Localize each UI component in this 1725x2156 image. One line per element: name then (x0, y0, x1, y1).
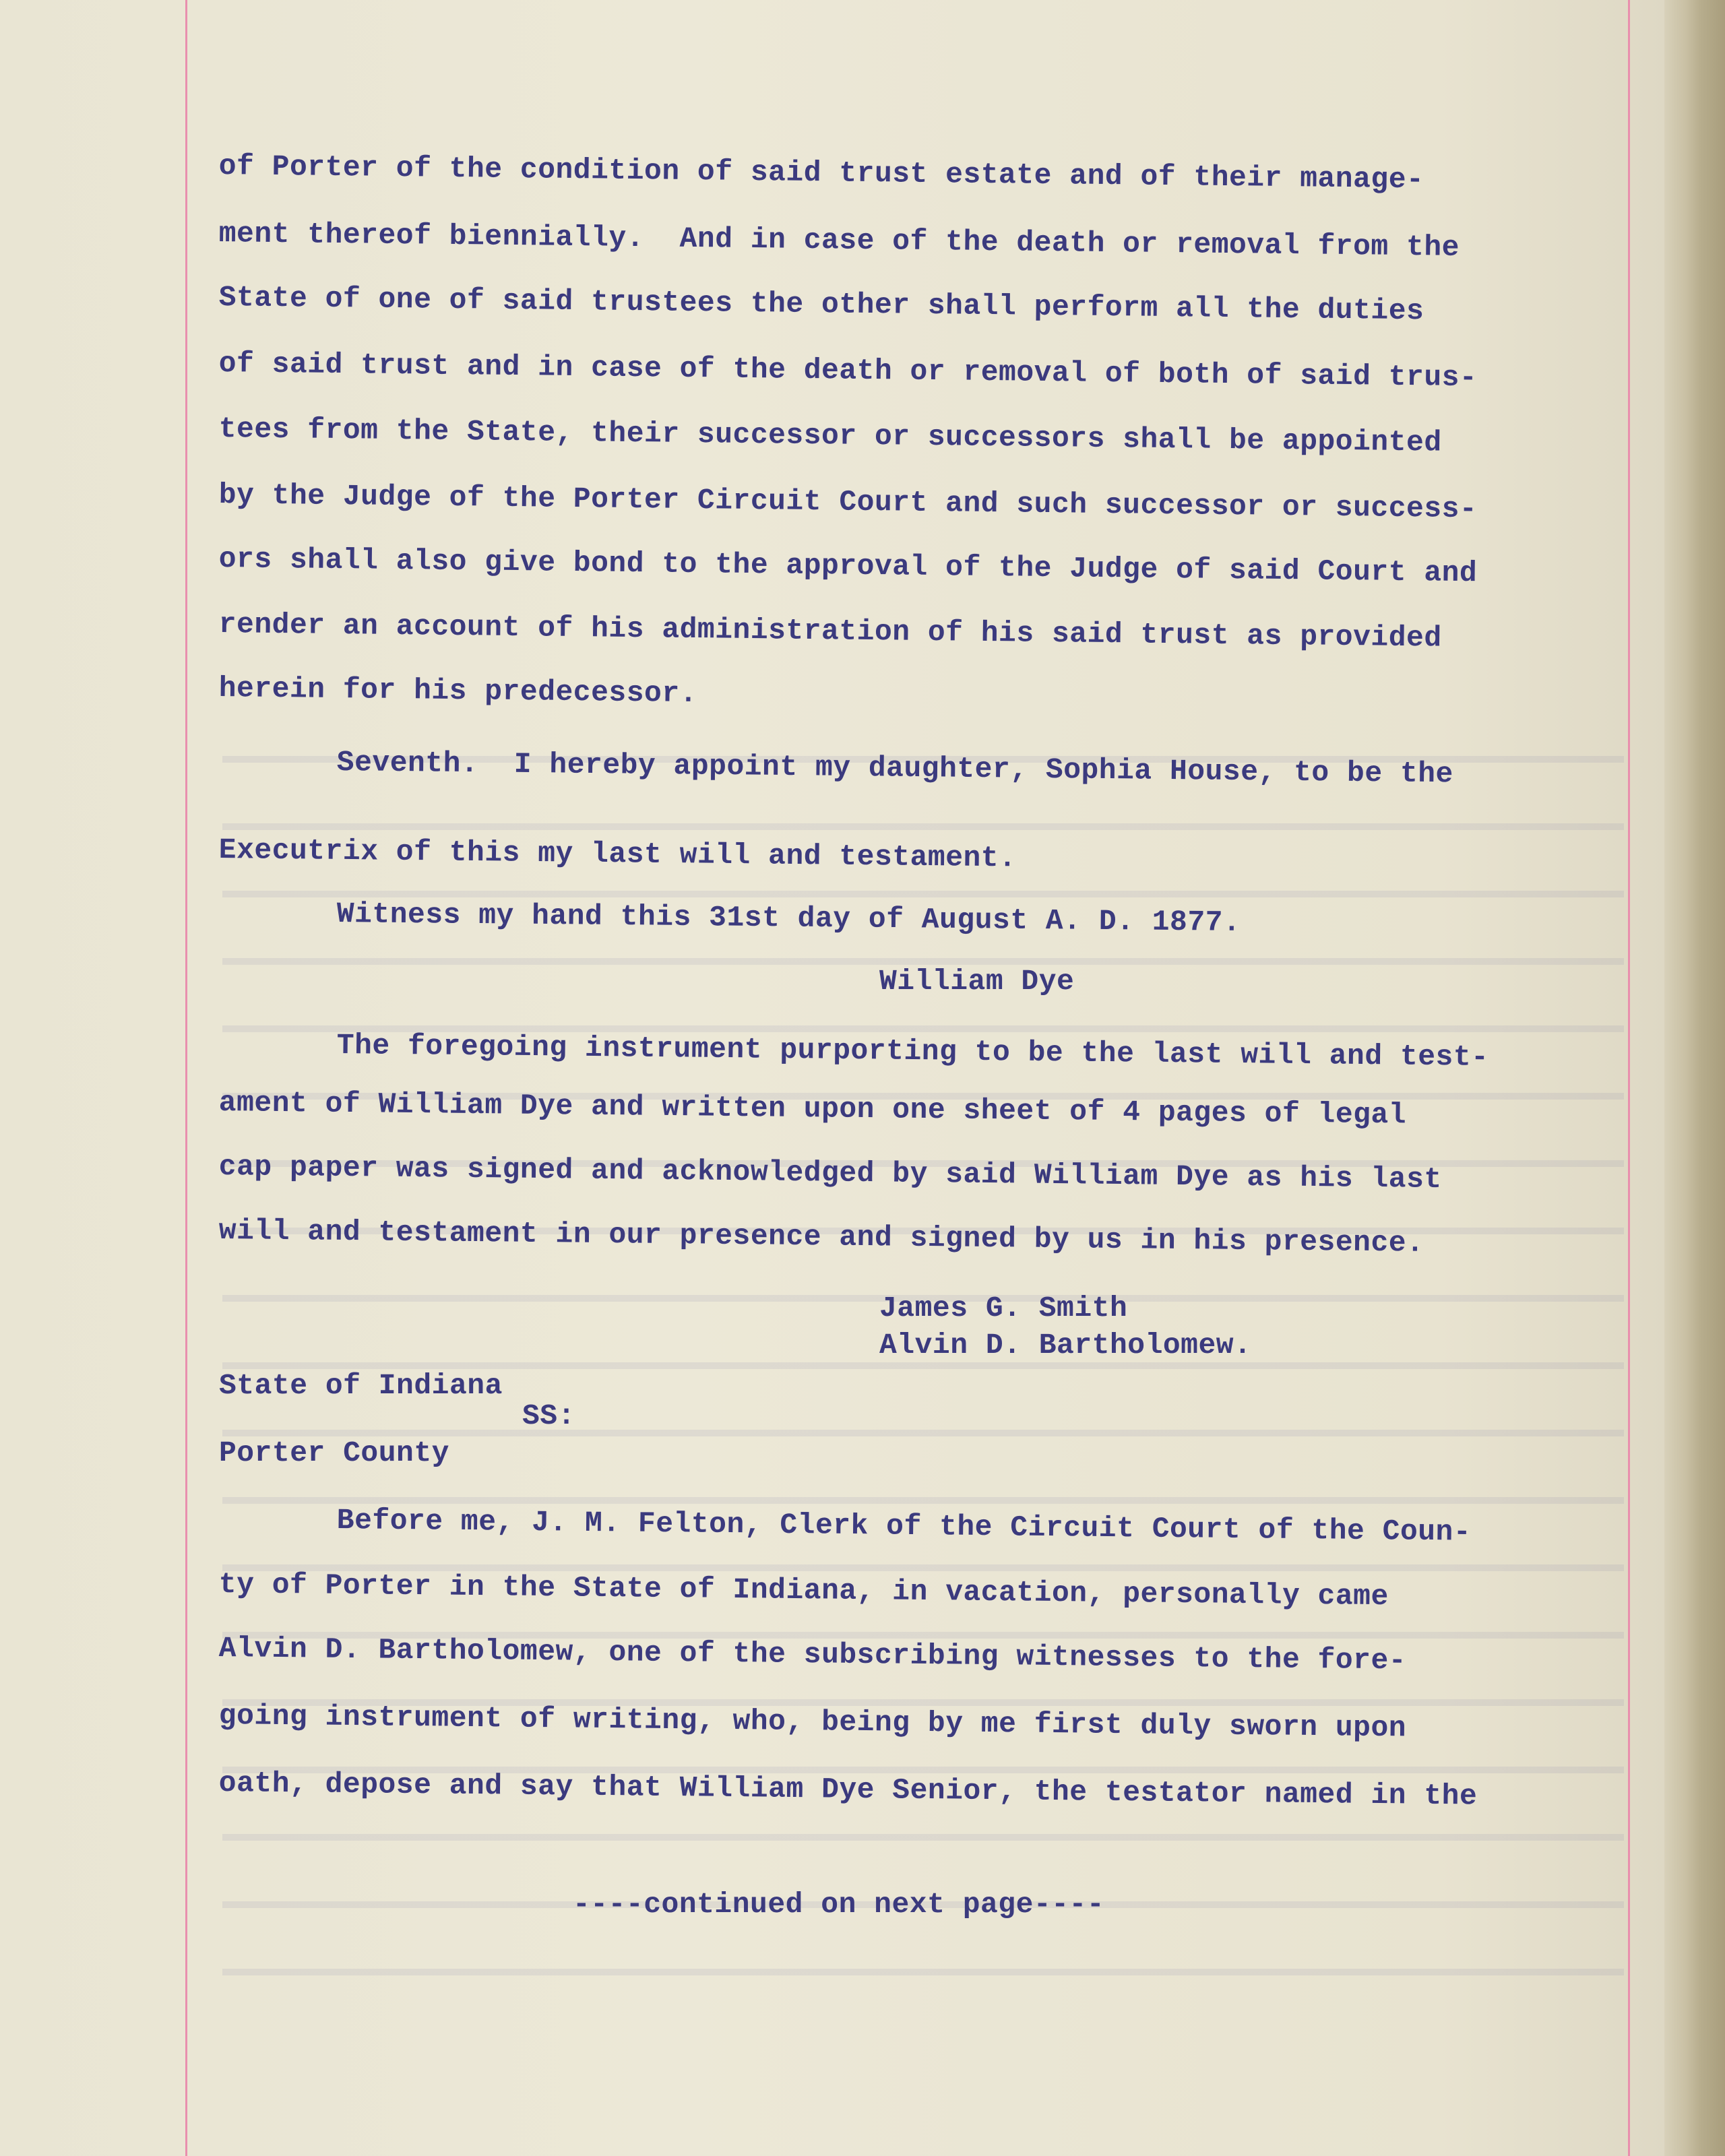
continued-note: ----continued on next page---- (573, 1888, 1105, 1921)
text-line: oath, depose and say that William Dye Senior, the testator named in the (218, 1767, 1478, 1813)
text-line: herein for his predecessor. (218, 672, 698, 711)
text-line: The foregoing instrument purporting to be the last will and test- (336, 1029, 1489, 1074)
text-line: will and testament in our presence and signed by us in his presence. (218, 1214, 1424, 1260)
text-line: by the Judge of the Porter Circuit Court and such successor or success- (218, 478, 1478, 526)
text-line: cap paper was signed and acknowledged by said William Dye as his last (218, 1150, 1442, 1197)
testator-signature: William Dye (879, 965, 1075, 998)
witness-line: Witness my hand this 31st day of August A. D. 1877. (336, 897, 1241, 939)
text-line: render an account of his administration of his said trust as provided (218, 608, 1442, 655)
text-line: of Porter of the condition of said trust estate and of their manage- (218, 150, 1424, 197)
text-line: ty of Porter in the State of Indiana, in vacation, personally came (218, 1568, 1389, 1614)
witness-signature-smith: James G. Smith (879, 1292, 1128, 1325)
text-line: Before me, J. M. Felton, Clerk of the Circuit Court of the Coun- (336, 1504, 1472, 1549)
venue-state: State of Indiana (219, 1369, 503, 1402)
left-margin-rule (185, 0, 187, 2156)
text-line: ment thereof biennially. And in case of the death or removal from the (218, 217, 1460, 264)
venue-ss: SS: (522, 1399, 575, 1432)
text-line: going instrument of writing, who, being by me first duly sworn upon (218, 1699, 1407, 1745)
seventh-clause: Seventh. I hereby appoint my daughter, Sophia House, to be the (336, 746, 1454, 791)
text-line: ament of William Dye and written upon one sheet of 4 pages of legal (218, 1086, 1407, 1132)
venue-county: Porter County (219, 1436, 449, 1469)
text-line: tees from the State, their successor or successors shall be appointed (218, 412, 1442, 459)
text-line: of said trust and in case of the death or removal of both of said trus- (218, 347, 1478, 395)
text-line: State of one of said trustees the other shall perform all the duties (218, 281, 1424, 328)
executrix-line: Executrix of this my last will and testament. (218, 833, 1017, 875)
text-line: ors shall also give bond to the approval of the Judge of said Court and (218, 542, 1478, 590)
right-margin-rule (1628, 0, 1630, 2156)
text-line: Alvin D. Bartholomew, one of the subscribing witnesses to the fore- (218, 1632, 1407, 1678)
binding-edge (1664, 0, 1725, 2156)
witness-signature-bartholomew: Alvin D. Bartholomew. (879, 1329, 1252, 1362)
